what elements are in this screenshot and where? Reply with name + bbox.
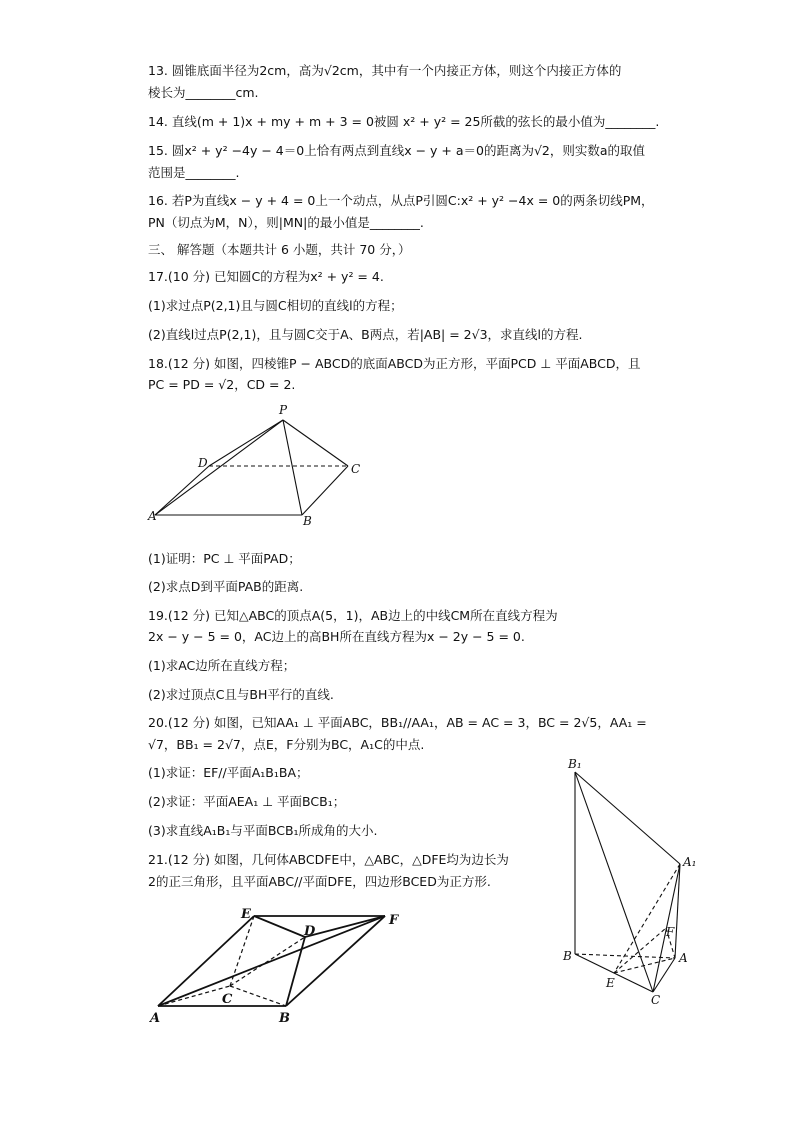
q17-part1: (1)求过点P(2,1)且与圆C相切的直线l的方程；	[148, 298, 403, 313]
q17-stem: 17.(10 分) 已知圆C的方程为x² + y² = 4.	[148, 269, 384, 284]
q20-part1: (1)求证：EF//平面A₁B₁BA；	[148, 765, 309, 780]
q19-part2: (2)求过顶点C且与BH平行的直线.	[148, 687, 334, 702]
q20-stem1: 20.(12 分) 如图，已知AA₁ ⊥ 平面ABC，BB₁//AA₁，AB = AC = 3，BC = 2√5，AA₁ =	[148, 715, 647, 730]
label-F: F	[666, 925, 675, 939]
q20-part3: (3)求直线A₁B₁与平面BCB₁所成角的大小.	[148, 823, 378, 838]
label-A1: A₁	[683, 855, 697, 869]
q13-line1: 13. 圆锥底面半径为2cm，高为√2cm，其中有一个内接正方体，则这个内接正方体的	[148, 63, 622, 78]
pyramid-figure	[145, 398, 375, 530]
q13-line2: 棱长为________cm.	[148, 85, 259, 100]
q18-stem1: 18.(12 分) 如图，四棱锥P − ABCD的底面ABCD为正方形，平面PCD ⊥ 平面ABCD，且	[148, 356, 641, 371]
q18-part2: (2)求点D到平面PAB的距离.	[148, 579, 304, 594]
label-C: C	[351, 462, 361, 476]
q16-line2: PN（切点为M，N），则|MN|的最小值是________.	[148, 215, 424, 230]
label-C: C	[651, 993, 661, 1007]
q21-stem2: 2的正三角形，且平面ABC//平面DFE，四边形BCED为正方形.	[148, 874, 491, 889]
q16-line1: 16. 若P为直线x − y + 4 = 0上一个动点，从点P引圆C:x² + y² −4x = 0的两条切线PM，	[148, 193, 654, 208]
label-E: E	[606, 976, 615, 990]
q15-line1: 15. 圆x² + y² −4y − 4＝0上恰有两点到直线x − y + a＝0的距离为√2，则实数a的取值	[148, 143, 646, 158]
q14-line1: 14. 直线(m + 1)x + my + m + 3 = 0被圆 x² + y² = 25所截的弦长的最小值为________.	[148, 114, 660, 129]
q19-stem2: 2x − y − 5 = 0，AC边上的高BH所在直线方程为x − 2y − 5 = 0.	[148, 629, 525, 644]
q21-stem1: 21.(12 分) 如图，几何体ABCDFE中，△ABC，△DFE均为边长为	[148, 852, 509, 867]
q19-part1: (1)求AC边所在直线方程；	[148, 658, 296, 673]
q18-stem2: PC = PD = √2，CD = 2.	[148, 377, 296, 392]
label-B: B	[279, 1011, 290, 1026]
label-F: F	[389, 913, 399, 928]
prism-figure	[555, 752, 705, 1012]
label-B: B	[303, 514, 312, 528]
polyhedron-figure	[145, 900, 415, 1030]
q18-part1: (1)证明：PC ⊥ 平面PAD；	[148, 551, 301, 566]
label-A: A	[148, 509, 157, 523]
q20-part2: (2)求证：平面AEA₁ ⊥ 平面BCB₁；	[148, 794, 346, 809]
section3-heading: 三、 解答题（本题共计 6 小题，共计 70 分，）	[148, 242, 411, 257]
label-A: A	[150, 1011, 161, 1026]
label-B: B	[563, 949, 572, 963]
q17-part2: (2)直线l过点P(2,1)，且与圆C交于A、B两点，若|AB| = 2√3，求直线l的方程.	[148, 327, 583, 342]
label-E: E	[241, 907, 251, 922]
label-P: P	[279, 403, 288, 417]
label-A: A	[679, 951, 688, 965]
q15-line2: 范围是________.	[148, 165, 240, 180]
label-D: D	[198, 456, 208, 470]
label-B1: B₁	[568, 757, 582, 771]
q19-stem1: 19.(12 分) 已知△ABC的顶点A(5，1)，AB边上的中线CM所在直线方程为	[148, 608, 558, 623]
label-C: C	[222, 992, 233, 1007]
q20-stem2: √7，BB₁ = 2√7，点E，F分别为BC，A₁C的中点.	[148, 737, 425, 752]
label-D: D	[304, 924, 316, 939]
